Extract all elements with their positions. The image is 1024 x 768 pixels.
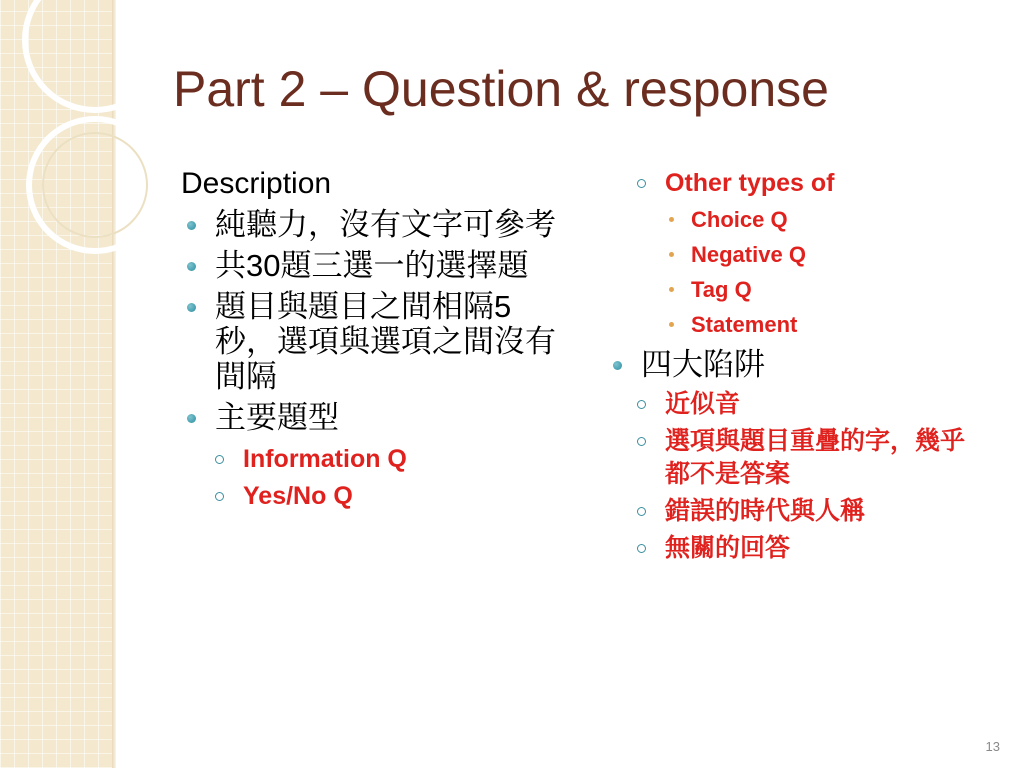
bullet-dot-icon: [187, 262, 196, 271]
question-types-list: [213, 443, 571, 513]
bullet-dot-icon: [187, 221, 196, 230]
bullet-small-dot-icon: [669, 252, 674, 257]
list-item-text: 無關的回答: [665, 534, 791, 562]
list-item: [181, 248, 571, 283]
bullet-ring-icon: [637, 507, 646, 516]
bullet-small-dot-icon: [669, 217, 674, 222]
list-item: [665, 202, 987, 237]
slide-title: Part 2 – Question & response: [173, 61, 829, 117]
bullet-ring-icon: [637, 544, 646, 553]
description-heading: Description: [181, 167, 332, 200]
list-item-text: Yes/No Q: [243, 482, 353, 510]
list-item: [181, 289, 571, 394]
list-item-text: Other types of: [665, 169, 835, 197]
page-number: 13: [985, 739, 1000, 754]
list-item: [665, 307, 987, 342]
bullet-small-dot-icon: [669, 322, 674, 327]
other-types-list: [635, 167, 987, 200]
list-item: [181, 400, 571, 435]
list-item: [665, 237, 987, 272]
bullet-ring-icon: [215, 455, 224, 464]
bullet-ring-icon: [215, 492, 224, 501]
list-item-text: Tag Q: [691, 277, 752, 302]
bullet-dot-icon: [613, 361, 622, 370]
bullet-dot-icon: [187, 303, 196, 312]
list-item-text: 共30題三選一的選擇題: [215, 248, 529, 283]
bullet-ring-icon: [637, 179, 646, 188]
traps-sublist: [635, 388, 987, 565]
list-item-text: Information Q: [243, 445, 407, 473]
list-item: [213, 443, 571, 476]
side-panel-edge: [112, 0, 116, 768]
description-list: [181, 207, 571, 435]
left-column: [181, 166, 571, 517]
list-item-text: 選項與題目重疊的字，幾乎都不是答案: [665, 427, 966, 488]
list-item-text: Choice Q: [691, 207, 788, 232]
list-item: [635, 167, 987, 200]
list-item: [635, 388, 987, 421]
right-column: [607, 163, 987, 569]
list-item: [665, 272, 987, 307]
bullet-ring-icon: [637, 437, 646, 446]
bullet-dot-icon: [187, 414, 196, 423]
list-item-text: 近似音: [665, 390, 741, 418]
other-types-sublist: [665, 202, 987, 342]
list-item: [635, 425, 987, 491]
list-item: [607, 347, 987, 382]
list-item: [635, 495, 987, 528]
list-item-text: 錯誤的時代與人稱: [665, 497, 866, 525]
traps-list: [607, 347, 987, 382]
list-item-text: Statement: [691, 312, 798, 337]
list-item-text: 四大陷阱: [641, 347, 765, 382]
list-item: [213, 480, 571, 513]
list-item: [181, 207, 571, 242]
list-item-text: Negative Q: [691, 242, 806, 267]
decorative-side-panel: [0, 0, 113, 768]
bullet-small-dot-icon: [669, 287, 674, 292]
list-item-text: 純聽力，沒有文字可參考: [215, 207, 556, 242]
bullet-ring-icon: [637, 400, 646, 409]
list-item-text: 主要題型: [215, 400, 339, 435]
list-item-text: 題目與題目之間相隔5秒，選項與選項之間沒有間隔: [215, 289, 556, 394]
list-item: [635, 532, 987, 565]
